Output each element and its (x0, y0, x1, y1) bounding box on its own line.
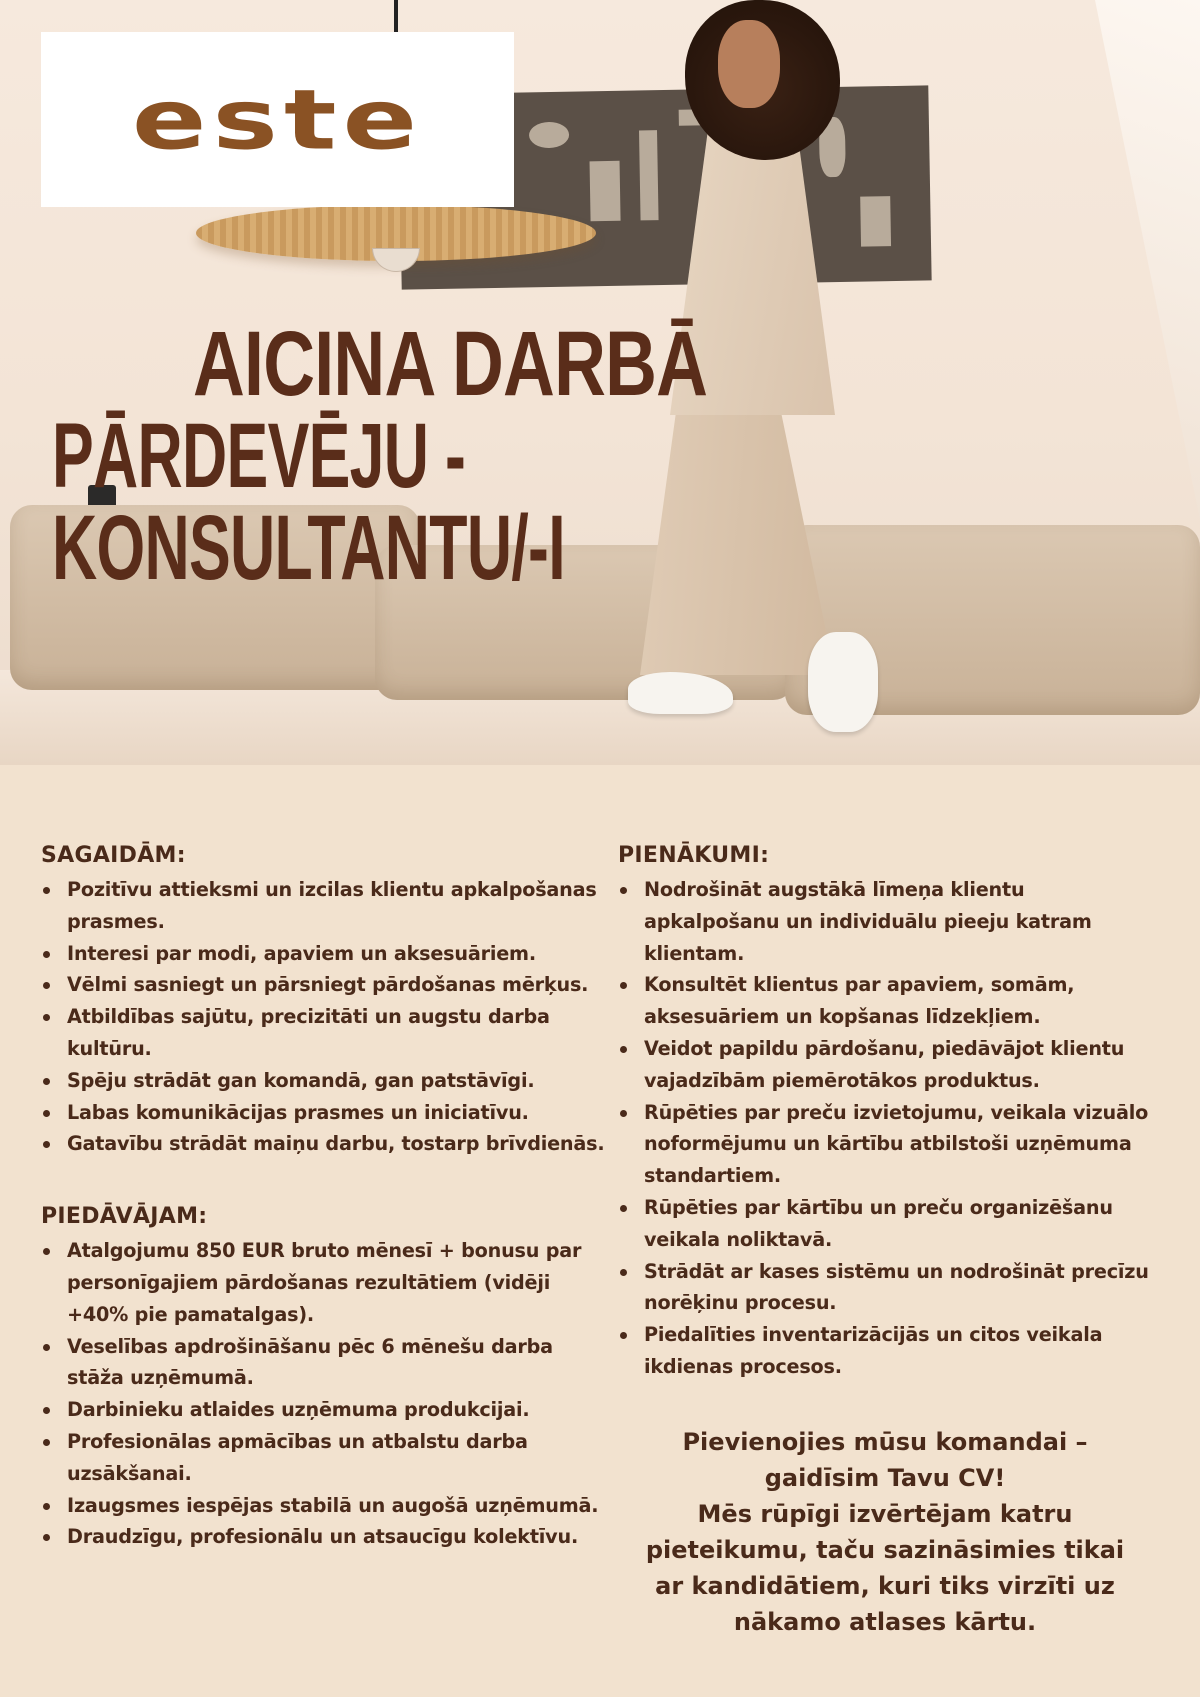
hero-photo (0, 0, 1200, 765)
closing-line-2: gaidīsim Tavu CV! (764, 1464, 1006, 1492)
sagaidam-list (41, 874, 611, 1160)
lamp-cord (394, 0, 398, 34)
list-item: Piedalīties inventarizācijās un citos veikala ikdienas procesos. (618, 1319, 1163, 1383)
headline-line-2: PĀRDEVĒJU - KONSULTANTU/-I (52, 405, 565, 599)
right-column (618, 843, 1163, 1383)
closing-message (625, 1424, 1145, 1640)
closing-line-3: Mēs rūpīgi izvērtējam katru (697, 1500, 1073, 1528)
piedavajam-title: PIEDĀVĀJAM: (41, 1204, 208, 1230)
list-item: Vēlmi sasniegt un pārsniegt pārdošanas mērķus. (41, 969, 611, 1001)
list-item: Profesionālas apmācības un atbalstu darba uzsākšanai. (41, 1426, 611, 1490)
list-item: Atbildības sajūtu, precizitāti un augstu darba kultūru. (41, 1001, 611, 1065)
piedavajam-list (41, 1235, 611, 1553)
sneaker-right (808, 632, 878, 732)
list-item: Veidot papildu pārdošanu, piedāvājot klientu vajadzībām piemērotākos produktus. (618, 1033, 1163, 1097)
list-item: Atalgojumu 850 EUR bruto mēnesī + bonusu par personīgajiem pārdošanas rezultātiem (vidēji +40% pie pamatalgas). (41, 1235, 611, 1330)
list-item: Labas komunikācijas prasmes un iniciatīvu. (41, 1097, 611, 1129)
list-item: Izaugsmes iespējas stabilā un augošā uzņēmumā. (41, 1490, 611, 1522)
wall-shading (1050, 0, 1200, 520)
closing-line-1: Pievienojies mūsu komandai – (682, 1428, 1088, 1456)
list-item: Rūpēties par kārtību un preču organizēšanu veikala noliktavā. (618, 1192, 1163, 1256)
model-face (718, 20, 780, 108)
sagaidam-title: SAGAIDĀM: (41, 843, 186, 868)
closing-line-4: pieteikumu, taču sazināsimies tikai (645, 1536, 1125, 1564)
logo-text: este (131, 71, 424, 168)
brand-logo (41, 32, 514, 207)
list-item: Darbinieku atlaides uzņēmuma produkcijai. (41, 1394, 611, 1426)
list-item: Interesi par modi, apaviem un aksesuāriem. (41, 938, 611, 970)
list-item: Konsultēt klientus par apaviem, somām, aksesuāriem un kopšanas līdzekļiem. (618, 969, 1163, 1033)
headline-line-1: AICINA DARBĀ (193, 313, 708, 415)
list-item: Rūpēties par preču izvietojumu, veikala vizuālo noformējumu un kārtību atbilstoši uzņēmuma standartiem. (618, 1097, 1163, 1192)
list-item: Pozitīvu attieksmi un izcilas klientu apkalpošanas prasmes. (41, 874, 611, 938)
list-item: Nodrošināt augstākā līmeņa klientu apkalpošanu un individuālu pieeju katram klientam. (618, 874, 1163, 969)
list-item: Veselības apdrošināšanu pēc 6 mēnešu darba stāža uzņēmumā. (41, 1331, 611, 1395)
pienakumi-list (618, 874, 1163, 1383)
list-item: Spēju strādāt gan komandā, gan patstāvīgi. (41, 1065, 611, 1097)
pienakumi-title: PIENĀKUMI: (618, 843, 770, 868)
list-item: Gatavību strādāt maiņu darbu, tostarp brīvdienās. (41, 1128, 611, 1160)
closing-line-6: nākamo atlases kārtu. (733, 1608, 1037, 1636)
list-item: Draudzīgu, profesionālu un atsaucīgu kolektīvu. (41, 1521, 611, 1553)
closing-line-5: ar kandidātiem, kuri tiks virzīti uz (655, 1572, 1115, 1600)
list-item: Strādāt ar kases sistēmu un nodrošināt precīzu norēķinu procesu. (618, 1256, 1163, 1320)
left-column (41, 843, 611, 1553)
